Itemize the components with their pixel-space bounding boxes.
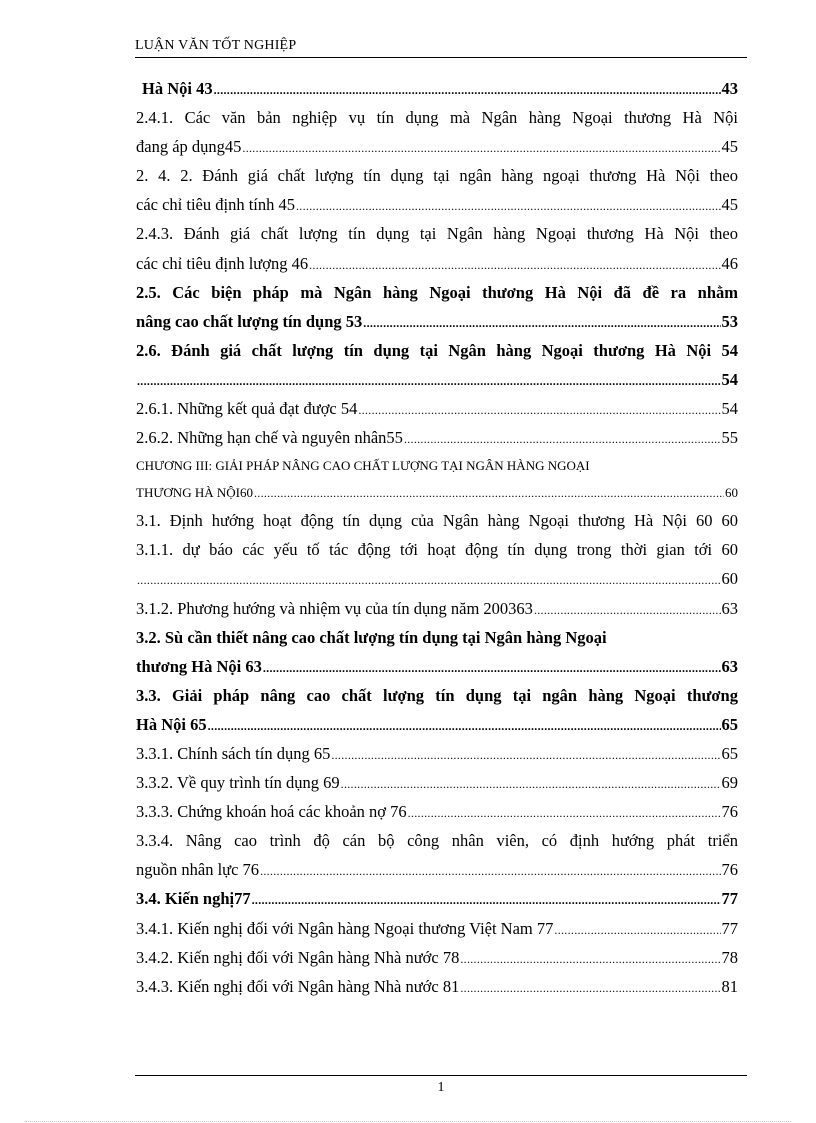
toc-leader-dots — [137, 367, 721, 396]
toc-entry-text: 3.3.1. Chính sách tín dụng 65 — [136, 743, 331, 763]
toc-leader-dots — [309, 251, 720, 280]
toc-leader-dots — [254, 480, 724, 507]
toc-leader-dots — [358, 396, 720, 425]
toc-entry-text: thương Hà Nội 63 — [136, 656, 262, 676]
page-edge — [25, 1121, 791, 1122]
toc-page-number: 54 — [721, 369, 738, 389]
toc-leader-dots — [331, 741, 720, 770]
toc-page-number: 77 — [721, 889, 738, 909]
toc-entry-text: 3.4. Kiến nghị77 — [136, 889, 251, 909]
toc-page-number: 76 — [721, 860, 738, 880]
toc-page-number: 43 — [721, 79, 738, 98]
toc-leader-dots — [260, 857, 720, 886]
toc-entry-text: các chỉ tiêu định tính 45 — [136, 195, 295, 215]
toc-entry[interactable] — [136, 884, 738, 913]
toc-entry[interactable] — [136, 506, 738, 535]
toc-entry[interactable] — [136, 479, 738, 506]
toc-leader-dots — [296, 192, 721, 221]
toc-entry[interactable] — [136, 797, 738, 826]
toc-entry-text: 2.5. Các biện pháp mà Ngân hàng Ngoại thương Hà Nội đã đề ra nhằm — [136, 282, 738, 302]
toc-entry[interactable] — [136, 278, 738, 307]
toc-entry[interactable] — [136, 914, 738, 943]
toc-entry-text: Hà Nội 65 — [136, 714, 207, 734]
toc-entry[interactable] — [136, 681, 738, 710]
toc-entry[interactable] — [136, 394, 738, 423]
toc-entry[interactable] — [136, 249, 738, 278]
toc-entry[interactable] — [136, 535, 738, 564]
toc-page-number: 81 — [721, 976, 738, 996]
toc-entry[interactable] — [136, 336, 738, 365]
toc-leader-dots — [214, 76, 721, 105]
toc-entry-text: 3.4.1. Kiến nghị đối với Ngân hàng Ngoại thương Việt Nam 77 — [136, 918, 554, 938]
toc-page-number: 53 — [721, 311, 738, 331]
toc-leader-dots — [460, 974, 720, 1003]
toc-entry[interactable] — [136, 594, 738, 623]
toc-page-number: 54 — [721, 399, 738, 419]
toc-entry[interactable] — [136, 739, 738, 768]
toc-entry-text: 3.3.4. Nâng cao trình độ cán bộ công nhân viên, có định hướng phát triển — [136, 831, 738, 851]
toc-page-number: 60 — [725, 485, 738, 501]
toc-entry-text: nguồn nhân lực 76 — [136, 860, 260, 880]
toc-entry-text: 3.1. Định hướng hoạt động tín dụng của Ngân hàng Ngoại thương Hà Nội 60 60 — [136, 511, 738, 531]
toc-entry-text: Hà Nội 43 — [142, 79, 213, 98]
toc-leader-dots — [263, 654, 721, 683]
toc-entry[interactable] — [136, 132, 738, 161]
toc-entry-text: 3.1.2. Phương hướng và nhiệm vụ của tín dụng năm 200363 — [136, 598, 533, 618]
toc-entry-text: 3.3.2. Về quy trình tín dụng 69 — [136, 773, 340, 793]
toc-entry[interactable] — [136, 190, 738, 219]
toc-page-number: 45 — [721, 137, 738, 157]
toc-entry-text: các chỉ tiêu định lượng 46 — [136, 253, 309, 273]
toc-entry-text: đang áp dụng45 — [136, 137, 242, 157]
toc-leader-dots — [408, 799, 721, 828]
toc-page-number: 55 — [721, 428, 738, 448]
toc-entry[interactable] — [136, 768, 738, 797]
toc-leader-dots — [341, 770, 721, 799]
toc-page-number: 65 — [721, 743, 738, 763]
toc-entry[interactable] — [136, 365, 738, 394]
toc-leader-dots — [208, 712, 721, 741]
toc-entry-text: 3.3.3. Chứng khoán hoá các khoản nợ 76 — [136, 802, 407, 822]
toc-page-number: 69 — [721, 773, 738, 793]
toc-entry[interactable] — [136, 652, 738, 681]
toc-entry[interactable] — [136, 103, 738, 132]
toc-entry-text: CHƯƠNG III: GIẢI PHÁP NÂNG CAO CHẤT LƯỢNG TẠI NGÂN HÀNG NGOẠI — [136, 458, 590, 474]
header-divider — [135, 57, 747, 58]
toc-entry[interactable] — [136, 943, 738, 972]
toc-entry-text: 3.1.1. dự báo các yếu tố tác động tới hoạt động tín dụng trong thời gian tới 60 — [136, 540, 738, 560]
toc-entry-text: 3.4.2. Kiến nghị đối với Ngân hàng Nhà nước 78 — [136, 947, 460, 967]
toc-page-number: 60 — [721, 569, 738, 589]
footer-divider — [135, 1075, 747, 1076]
table-of-contents — [136, 74, 738, 1001]
toc-entry-text: 3.3. Giải pháp nâng cao chất lượng tín dụng tại ngân hàng Ngoại thương — [136, 685, 738, 705]
toc-entry[interactable] — [136, 855, 738, 884]
toc-page-number: 76 — [721, 802, 738, 822]
toc-entry[interactable] — [136, 452, 738, 479]
toc-entry-text: 3.4.3. Kiến nghị đối với Ngân hàng Nhà nước 81 — [136, 976, 460, 996]
toc-leader-dots — [252, 886, 721, 915]
toc-page-number: 63 — [721, 598, 738, 618]
toc-page-number: 45 — [721, 195, 738, 215]
toc-leader-dots — [242, 134, 720, 163]
toc-entry-text: 2. 4. 2. Đánh giá chất lượng tín dụng tại ngân hàng ngoại thương Hà Nội theo — [136, 166, 738, 186]
toc-entry-text: 2.4.1. Các văn bản nghiệp vụ tín dụng mà Ngân hàng Ngoại thương Hà Nội — [136, 108, 738, 128]
toc-entry[interactable] — [136, 161, 738, 190]
toc-entry-text: 3.2. Sù cần thiết nâng cao chất lượng tín dụng tại Ngân hàng Ngoại — [136, 627, 607, 647]
toc-entry[interactable] — [136, 423, 738, 452]
toc-leader-dots — [460, 945, 720, 974]
toc-leader-dots — [137, 566, 721, 595]
toc-leader-dots — [554, 916, 720, 945]
toc-entry[interactable] — [136, 219, 738, 248]
toc-leader-dots — [534, 596, 721, 625]
toc-entry-text: 2.6.1. Những kết quả đạt được 54 — [136, 399, 358, 419]
toc-page-number: 77 — [721, 918, 738, 938]
toc-entry[interactable] — [136, 564, 738, 593]
toc-page-number: 65 — [721, 714, 738, 734]
toc-leader-dots — [363, 309, 720, 338]
running-header: LUẬN VĂN TỐT NGHIỆP — [135, 38, 297, 53]
toc-page-number: 63 — [721, 656, 738, 676]
toc-entry[interactable] — [136, 972, 738, 1001]
toc-entry[interactable] — [136, 710, 738, 739]
toc-entry-text: 2.4.3. Đánh giá chất lượng tín dụng tại Ngân hàng Ngoại thương Hà Nội theo — [136, 224, 738, 244]
toc-page-number: 46 — [721, 253, 738, 273]
toc-leader-dots — [404, 425, 721, 454]
toc-entry-text: nâng cao chất lượng tín dụng 53 — [136, 311, 363, 331]
toc-entry[interactable] — [136, 307, 738, 336]
toc-entry-text: 2.6. Đánh giá chất lượng tín dụng tại Ngân hàng Ngoại thương Hà Nội 54 — [136, 340, 738, 360]
toc-entry[interactable] — [136, 826, 738, 855]
toc-entry[interactable] — [136, 74, 738, 103]
toc-entry-text: THƯƠNG HÀ NỘI60 — [136, 485, 253, 501]
toc-page-number: 78 — [721, 947, 738, 967]
toc-entry[interactable] — [136, 623, 738, 652]
toc-entry-text: 2.6.2. Những hạn chế và nguyên nhân55 — [136, 428, 403, 448]
page-number: 1 — [437, 1080, 445, 1095]
